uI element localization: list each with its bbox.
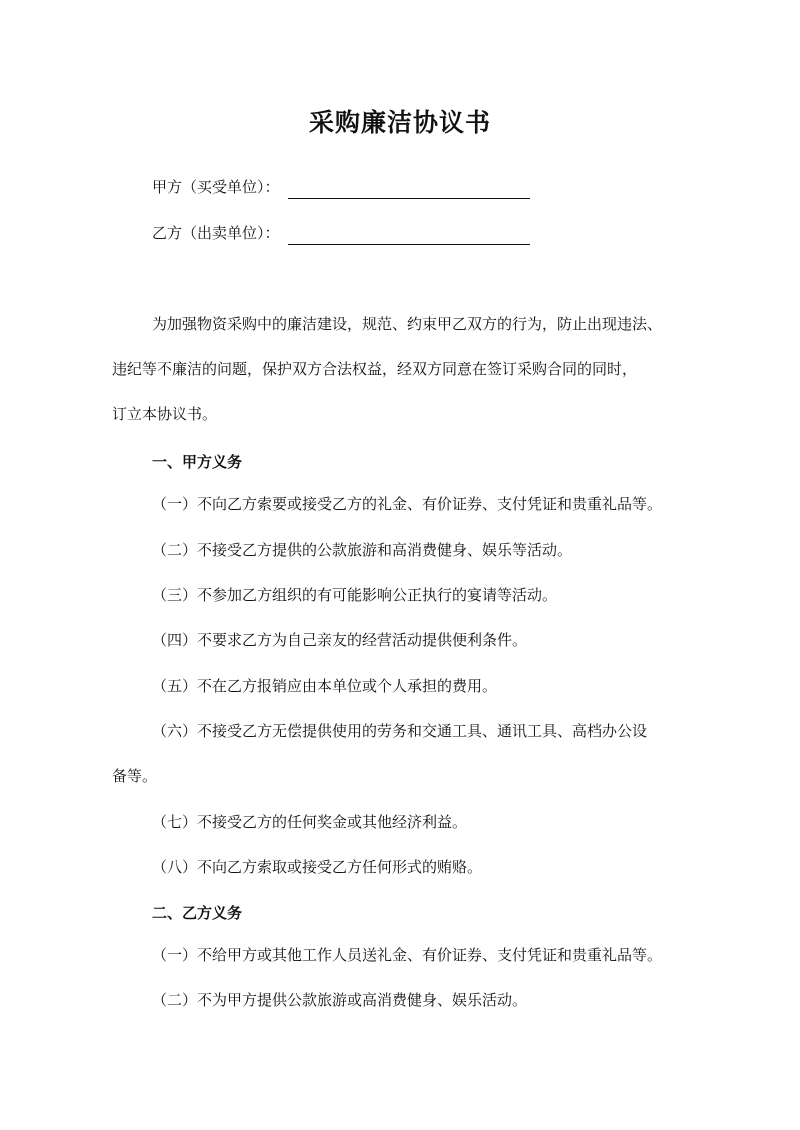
section2-item: （一）不给甲方或其他工作人员送礼金、有价证券、支付凭证和贵重礼品等。 [152, 946, 663, 964]
section2-heading: 二、乙方义务 [152, 904, 243, 922]
party-b-label: 乙方（出卖单位）： [152, 224, 280, 242]
intro-line-2: 违纪等不廉洁的问题，保护双方合法权益，经双方同意在签订采购合同的同时， [112, 360, 638, 378]
intro-line-1: 为加强物资采购中的廉洁建设，规范、约束甲乙双方的行为，防止出现违法、 [152, 315, 663, 333]
intro-line-3: 订立本协议书。 [112, 405, 218, 423]
section1-item: （三）不参加乙方组织的有可能影响公正执行的宴请等活动。 [152, 586, 558, 604]
section1-heading: 一、甲方义务 [152, 453, 243, 471]
section1-item: （七）不接受乙方的任何奖金或其他经济利益。 [152, 813, 468, 831]
section1-item: （五）不在乙方报销应由本单位或个人承担的费用。 [152, 677, 498, 695]
party-a-label: 甲方（买受单位）： [152, 178, 280, 196]
document-title: 采购廉洁协议书 [308, 108, 491, 137]
section1-item: （二）不接受乙方提供的公款旅游和高消费健身、娱乐等活动。 [152, 541, 573, 559]
section1-item: （八）不向乙方索取或接受乙方任何形式的贿赂。 [152, 858, 483, 876]
section1-item: （六）不接受乙方无偿提供使用的劳务和交通工具、通讯工具、高档办公设 [152, 722, 648, 740]
section1-item: （四）不要求乙方为自己亲友的经营活动提供便利条件。 [152, 631, 528, 649]
party-a-field [152, 175, 530, 199]
party-b-field [152, 221, 530, 245]
party-b-signature-line [288, 224, 530, 245]
section1-item: （一）不向乙方索要或接受乙方的礼金、有价证券、支付凭证和贵重礼品等。 [152, 495, 663, 513]
section2-item: （二）不为甲方提供公款旅游或高消费健身、娱乐活动。 [152, 991, 528, 1009]
party-a-signature-line [288, 178, 530, 199]
section1-item-continuation: 备等。 [112, 767, 158, 785]
